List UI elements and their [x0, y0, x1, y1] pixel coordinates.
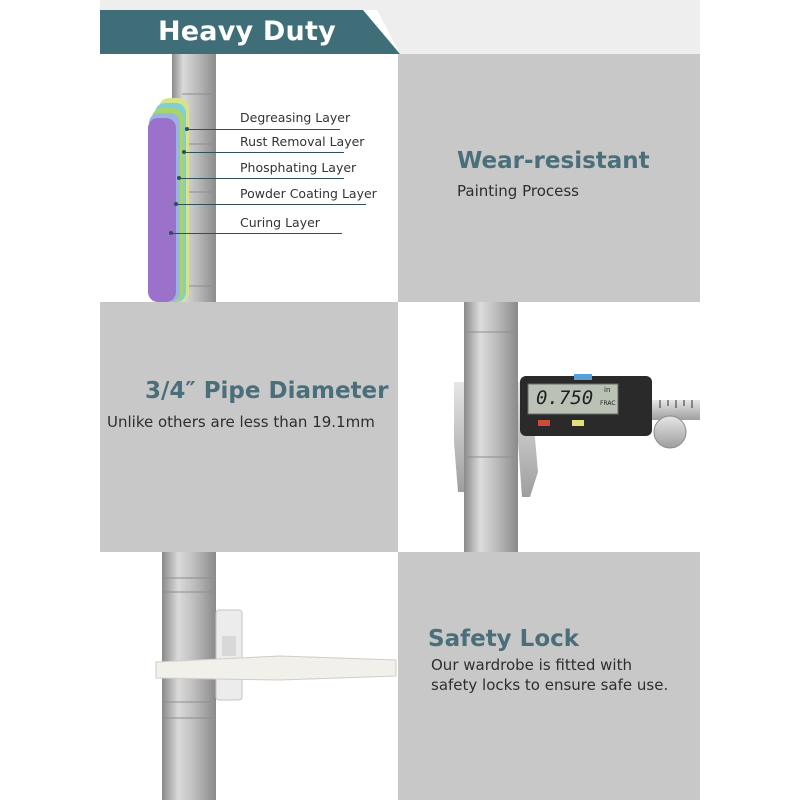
lock-bracket-slot — [222, 636, 236, 656]
leader-line — [184, 152, 344, 153]
caliper-thumb-wheel — [654, 416, 686, 448]
caliper-unit-top: in — [604, 386, 611, 394]
caliper-unit-bottom: FRAC — [600, 400, 616, 407]
pipe-diameter-title: 3/4″ Pipe Diameter — [145, 378, 389, 404]
wear-resistant-title: Wear-resistant — [457, 148, 650, 174]
caliper-button-blue — [574, 374, 592, 380]
layer-label-degreasing: Degreasing Layer — [240, 110, 351, 125]
pipe-body — [464, 302, 518, 552]
safety-lock-line-2: safety locks to ensure safe use. — [431, 676, 669, 694]
safety-lock-title: Safety Lock — [428, 626, 580, 652]
layer-label-rust-removal: Rust Removal Layer — [240, 134, 365, 149]
safety-lock-image-panel — [100, 552, 398, 800]
layer-label-powder-coating: Powder Coating Layer — [240, 186, 377, 201]
wear-resistant-subtitle: Painting Process — [457, 182, 579, 200]
pipe-diameter-subtitle: Unlike others are less than 19.1mm — [107, 413, 375, 431]
caliper-panel — [398, 302, 700, 552]
leader-line — [171, 233, 342, 234]
caliper-reading: 0.750 — [536, 387, 594, 409]
header-right-strip — [372, 0, 700, 54]
caliper-jaw-left — [454, 382, 464, 492]
layer-curing — [148, 118, 176, 302]
safety-lock-illustration — [100, 552, 398, 800]
leader-line — [179, 178, 344, 179]
leader-line — [176, 204, 366, 205]
caliper-button-red — [538, 420, 550, 426]
safety-lock-line-1: Our wardrobe is fitted with — [431, 656, 632, 674]
caliper-button-yellow — [572, 420, 584, 426]
header-title: Heavy Duty — [158, 16, 336, 47]
leader-line — [187, 129, 340, 130]
caliper-illustration — [398, 302, 700, 552]
wear-resistant-panel — [398, 54, 700, 302]
layer-label-curing: Curing Layer — [240, 215, 320, 230]
layer-label-phosphating: Phosphating Layer — [240, 160, 357, 175]
